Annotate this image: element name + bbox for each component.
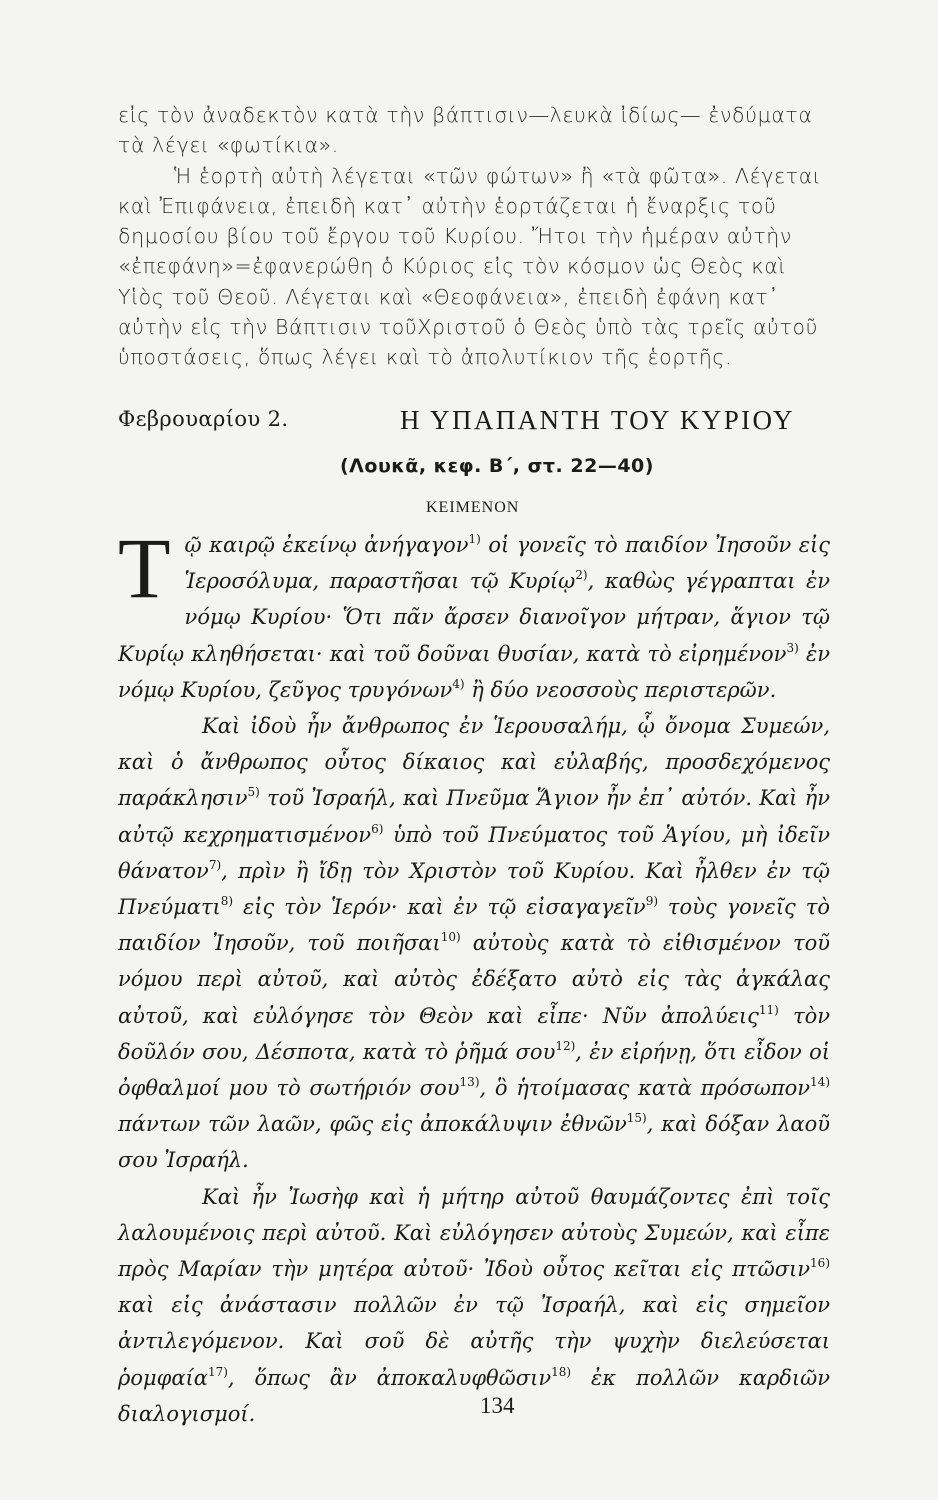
scripture-paragraph-3 (118, 1179, 830, 1432)
text-run: τοὺς γονεῖς τὸ παιδίον Ἰησοῦν, τοῦ ποιῆσαι (118, 895, 830, 956)
scripture-paragraph-1 (118, 520, 830, 708)
footnote-marker: 8) (220, 894, 234, 909)
footnote-marker: 4) (452, 676, 465, 691)
footnote-marker: 2) (575, 568, 588, 583)
text-run: καὶ εἰς ἀνάστασιν πολλῶν ἐν τῷ Ἰσραήλ, καὶ εἰς σημεῖον ἀντιλεγόμενον. Καὶ σοῦ δὲ αὐτῆς τὴν ψυχὴν διελεύσεται ῥομφαία (118, 1293, 830, 1390)
intro-paragraph-1: εἰς τὸν ἀναδεκτὸν κατὰ τὴν βάπτισιν—λευκὰ ἰδίως— ἐνδύματα τὰ λέγει «φωτίκια». (118, 103, 813, 158)
footnote-marker: 6) (371, 821, 384, 836)
text-run: ἐν νόμῳ Κυρίου, ζεῦγος τρυγόνων (118, 641, 830, 702)
text-run: Καὶ ἰδοὺ ἦν ἄνθρωπος ἐν Ἱερουσαλήμ, ᾧ ὄνομα Συμεών, καὶ ὁ ἄνθρωπος οὗτος δίκαιος καὶ εὐλαβής, προσδεχόμενος παράκλησιν (118, 714, 830, 811)
text-label: ΚΕΙΜΕΝΟΝ (426, 499, 520, 516)
footnote-marker: 13) (459, 1075, 480, 1090)
text-run: ἐκ πολλῶν καρδιῶν διαλογισμοί. (118, 1365, 830, 1426)
footnote-marker: 12) (555, 1038, 576, 1053)
feast-date: Φεβρουαρίου 2. (118, 407, 289, 431)
text-run: εἰς τὸν Ἱερόν· καὶ ἐν τῷ εἰσαγαγεῖν (233, 895, 646, 920)
footnote-marker: 5) (247, 785, 260, 800)
footnote-marker: 11) (758, 1002, 779, 1017)
footnote-marker: 9) (645, 894, 659, 909)
page-number: 134 (480, 1393, 515, 1418)
drop-cap: Τ (118, 520, 171, 616)
intro-paragraph-2: Ἡ ἑορτὴ αὐτὴ λέγεται «τῶν φώτων» ἢ «τὰ φῶτα». Λέγεται καὶ Ἐπιφάνεια, ἐπειδὴ κατ᾽ αὐτὴν ἑορτάζεται ἡ ἔναρξις τοῦ δημοσίου βίου τοῦ ἔργου τοῦ Κυρίου. Ἤτοι τὴν ἡμέραν αὐτὴν «ἐπεφάνη»=ἐφανερώθη ὁ Κύριος εἰς τὸν κόσμον ὡς Θεὸς καὶ Υἱὸς τοῦ Θεοῦ. Λέγεται καὶ «Θεοφάνεια», ἐπειδὴ ἐφάνη κατ᾽ αὐτὴν εἰς τὴν Βάπτισιν τοῦΧριστοῦ ὁ Θεὸς ὑπὸ τὰς τρεῖς αὐτοῦ ὑποστάσεις, ὅπως λέγει καὶ τὸ ἀπολυτίκιον τῆς ἑορτῆς. (118, 163, 822, 370)
text-run: αὐτοὺς κατὰ τὸ εἰθισμένον τοῦ νόμου περὶ αὐτοῦ, καὶ αὐτὸς ἐδέξατο αὐτὸ εἰς τὰς ἀγκάλας αὐτοῦ, καὶ εὐλόγησε τὸν Θεὸν καὶ εἶπε· Νῦν ἀπολύεις (118, 931, 830, 1028)
scripture-reference: (Λουκᾶ, κεφ. Β΄, στ. 22—40) (340, 455, 654, 477)
text-run: τοῦ Ἰσραήλ, καὶ Πνεῦμα Ἅγιον ἦν ἐπ᾽ αὐτόν. Καὶ ἦν αὐτῷ κεχρηματισμένον (118, 786, 830, 847)
text-run: ἢ δύο νεοσσοὺς περιστερῶν. (464, 677, 777, 702)
footnote-marker: 17) (207, 1364, 228, 1379)
scripture-paragraph-2 (118, 708, 830, 1179)
footnote-marker: 3) (786, 640, 799, 655)
text-run: , πρὶν ἢ ἴδῃ τὸν Χριστὸν τοῦ Κυρίου. Καὶ ἦλθεν ἐν τῷ Πνεύματι (118, 858, 830, 920)
text-run: ῷ καιρῷ ἐκείνῳ ἀνήγαγον (184, 533, 469, 557)
text-run: , καὶ δόξαν λαοῦ σου Ἰσραήλ. (118, 1112, 830, 1173)
text-run: , ὃ ἡτοίμασας κατὰ πρόσωπον (479, 1076, 811, 1101)
text-run: , καθὼς γέγραπται ἐν νόμῳ Κυρίου· Ὅτι πᾶν ἄρσεν διανοῖγον μήτραν, ἅγιον τῷ Κυρίῳ κληθήσεται· καὶ τοῦ δοῦναι θυσίαν, κατὰ τὸ εἰρημένον (118, 569, 830, 666)
text-run: , ἐν εἰρήνῃ, ὅτι εἶδον οἱ ὀφθαλμοί μου τὸ σωτήριόν σου (118, 1039, 831, 1101)
footnote-marker: 18) (551, 1364, 572, 1379)
scripture-text (118, 520, 831, 1432)
footnote-marker: 10) (440, 930, 461, 945)
text-run: Καὶ ἦν Ἰωσὴφ καὶ ἡ μήτηρ αὐτοῦ θαυμάζοντες ἐπὶ τοῖς λαλουμένοις περὶ αὐτοῦ. Καὶ εὐλόγησεν αὐτοὺς Συμεών, καὶ εἶπε πρὸς Μαρίαν τὴν μητέρα αὐτοῦ· Ἰδοὺ οὗτος κεῖται εἰς πτῶσιν (118, 1184, 830, 1282)
intro-text (118, 100, 830, 373)
feast-heading (118, 407, 830, 447)
feast-title: Η ΥΠΑΠΑΝΤΗ ΤΟΥ ΚΥΡΙΟΥ (400, 405, 795, 435)
text-run: , ὅπως ἂν ἀποκαλυφθῶσιν (227, 1365, 552, 1390)
footnote-marker: 14) (810, 1075, 830, 1090)
text-run: τὸν δοῦλόν σου, Δέσποτα, κατὰ τὸ ῥῆμά σου (118, 1003, 830, 1064)
footnote-marker: 16) (810, 1256, 830, 1271)
footnote-marker: 15) (626, 1111, 647, 1126)
text-run: οἱ γονεῖς τὸ παιδίον Ἰησοῦν εἰς Ἱεροσόλυμα, παραστῆσαι τῷ Κυρίῳ (184, 533, 830, 594)
footnote-marker: 7) (208, 857, 222, 872)
footnote-marker: 1) (468, 532, 481, 546)
text-run: πάντων τῶν λαῶν, φῶς εἰς ἀποκάλυψιν ἐθνῶν (118, 1112, 627, 1137)
text-run: ὑπὸ τοῦ Πνεύματος τοῦ Ἁγίου, μὴ ἰδεῖν θάνατον (118, 822, 830, 883)
